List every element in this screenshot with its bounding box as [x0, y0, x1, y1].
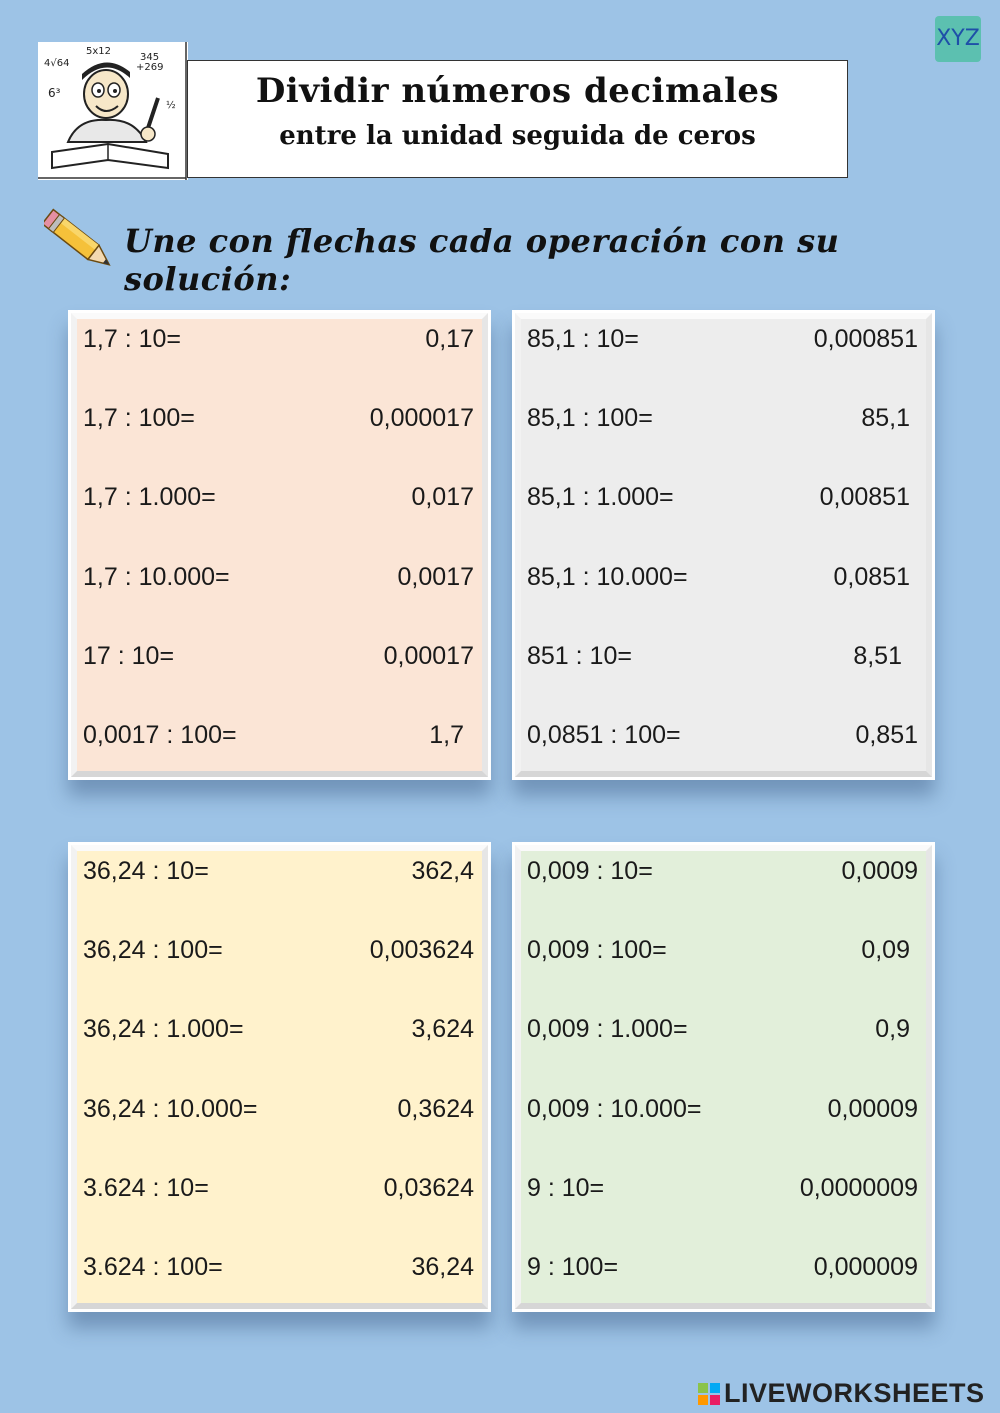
operation-text: 1,7 : 10=: [83, 325, 181, 353]
svg-text:½: ½: [166, 100, 176, 111]
exercise-row[interactable]: [83, 1009, 474, 1049]
exercise-row[interactable]: [527, 477, 918, 517]
instruction-text: Une con flechas cada operación con su solución:: [124, 222, 840, 298]
result-text: 0,851: [855, 721, 918, 749]
page-subtitle: entre la unidad seguida de ceros: [279, 121, 756, 151]
operation-text: 36,24 : 10=: [83, 857, 209, 885]
exercise-row[interactable]: [527, 319, 918, 359]
operation-text: 0,0017 : 100=: [83, 721, 237, 749]
exercise-row[interactable]: [83, 398, 474, 438]
exercise-row[interactable]: [527, 1089, 918, 1129]
operation-text: 0,009 : 100=: [527, 936, 667, 964]
operation-text: 1,7 : 100=: [83, 404, 195, 432]
student-illustration: [38, 42, 188, 180]
exercise-row[interactable]: [527, 1247, 918, 1287]
operation-text: 3.624 : 10=: [83, 1174, 209, 1202]
result-text: 0,17: [425, 325, 474, 353]
result-text: 0,09: [861, 936, 910, 964]
result-text: 1,7: [429, 721, 464, 749]
result-text: 0,03624: [383, 1174, 474, 1202]
result-text: 0,000851: [813, 325, 918, 353]
operation-text: 0,009 : 1.000=: [527, 1015, 688, 1043]
exercise-panel-1: [68, 310, 491, 780]
operation-text: 0,0851 : 100=: [527, 721, 681, 749]
result-text: 0,003624: [369, 936, 474, 964]
exercise-row[interactable]: [83, 715, 474, 755]
result-text: 0,00017: [383, 642, 474, 670]
operation-text: 3.624 : 100=: [83, 1253, 223, 1281]
exercise-row[interactable]: [527, 851, 918, 891]
exercise-row[interactable]: [527, 1168, 918, 1208]
operation-text: 9 : 100=: [527, 1253, 619, 1281]
result-text: 0,017: [411, 483, 474, 511]
xyz-logo: XYZ: [935, 16, 981, 62]
result-text: 362,4: [411, 857, 474, 885]
exercise-row[interactable]: [83, 1247, 474, 1287]
operation-text: 851 : 10=: [527, 642, 632, 670]
operation-text: 36,24 : 1.000=: [83, 1015, 244, 1043]
result-text: 0,00009: [827, 1095, 918, 1123]
exercise-row[interactable]: [83, 930, 474, 970]
exercise-row[interactable]: [527, 930, 918, 970]
result-text: 0,9: [875, 1015, 910, 1043]
operation-text: 17 : 10=: [83, 642, 175, 670]
svg-text:345: 345: [140, 52, 160, 63]
brand-text: LIVEWORKSHEETS: [724, 1378, 985, 1408]
result-text: 3,624: [411, 1015, 474, 1043]
liveworksheets-logo: [698, 1378, 985, 1409]
operation-text: 1,7 : 1.000=: [83, 483, 216, 511]
result-text: 36,24: [411, 1253, 474, 1281]
exercise-row[interactable]: [83, 636, 474, 676]
exercise-row[interactable]: [83, 477, 474, 517]
operation-text: 85,1 : 100=: [527, 404, 653, 432]
svg-text:6³: 6³: [48, 86, 61, 100]
operation-text: 1,7 : 10.000=: [83, 563, 230, 591]
exercise-row[interactable]: [83, 557, 474, 597]
exercise-row[interactable]: [527, 398, 918, 438]
operation-text: 85,1 : 10.000=: [527, 563, 688, 591]
operation-text: 0,009 : 10.000=: [527, 1095, 702, 1123]
operation-text: 85,1 : 10=: [527, 325, 639, 353]
svg-text:4√64: 4√64: [44, 58, 70, 69]
result-text: 0,0851: [833, 563, 910, 591]
exercise-row[interactable]: [83, 851, 474, 891]
exercise-row[interactable]: [83, 319, 474, 359]
operation-text: 9 : 10=: [527, 1174, 605, 1202]
result-text: 0,0017: [397, 563, 474, 591]
exercise-panel-2: [512, 310, 935, 780]
operation-text: 0,009 : 10=: [527, 857, 653, 885]
svg-text:5x12: 5x12: [86, 46, 112, 57]
exercise-row[interactable]: [527, 557, 918, 597]
pencil-icon: [44, 208, 124, 282]
operation-text: 36,24 : 10.000=: [83, 1095, 258, 1123]
exercise-panel-4: [512, 842, 935, 1312]
result-text: 0,00851: [819, 483, 910, 511]
liveworksheets-icon: [698, 1383, 720, 1405]
result-text: 0,000009: [813, 1253, 918, 1281]
operation-text: 85,1 : 1.000=: [527, 483, 674, 511]
exercise-row[interactable]: [527, 715, 918, 755]
result-text: 8,51: [853, 642, 902, 670]
exercise-panel-3: [68, 842, 491, 1312]
result-text: 0,0009: [841, 857, 918, 885]
exercise-row[interactable]: [527, 636, 918, 676]
exercise-row[interactable]: [83, 1168, 474, 1208]
result-text: 0,3624: [397, 1095, 474, 1123]
exercise-row[interactable]: [527, 1009, 918, 1049]
page-title: Dividir números decimales: [255, 71, 780, 111]
svg-text:+269: +269: [136, 62, 164, 73]
result-text: 0,000017: [369, 404, 474, 432]
result-text: 85,1: [861, 404, 910, 432]
exercise-row[interactable]: [83, 1089, 474, 1129]
title-box: [187, 60, 848, 178]
result-text: 0,0000009: [799, 1174, 918, 1202]
operation-text: 36,24 : 100=: [83, 936, 223, 964]
